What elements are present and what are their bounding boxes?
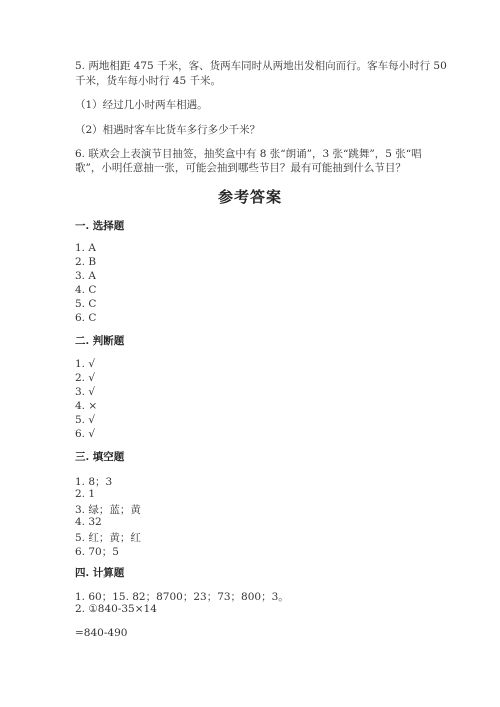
answer-item: 1. √: [75, 358, 96, 370]
answer-item: 5. √: [75, 414, 96, 426]
answer-item: 3. √: [75, 386, 96, 398]
answer-item: 3. 绿；蓝；黄: [75, 504, 141, 516]
answer-item: 1. 8；3: [75, 476, 113, 488]
answer-item: 1. 60；15. 82；8700；23；73；800；3。: [75, 591, 289, 603]
answers-title: 参考答案: [217, 188, 282, 206]
answer-item: 2. B: [75, 256, 97, 268]
problem-6-line-1: 6. 联欢会上表演节目抽签，抽奖盒中有 8 张“朗诵”，3 张“跳舞”，5 张“唱: [75, 148, 422, 160]
answer-item: 4. ×: [75, 400, 98, 412]
section-heading: 一. 选择题: [75, 220, 125, 232]
problem-5-line-1: 5. 两地相距 475 千米，客、货两车同时从两地出发相向而行。客车每小时行 50: [75, 60, 447, 72]
problem-5-line-2: 千米，货车每小时行 45 千米。: [75, 75, 222, 87]
section-heading: 二. 判断题: [75, 335, 125, 347]
answer-item: 6. 70；5: [75, 546, 119, 558]
answer-item: 5. C: [75, 298, 97, 310]
problem-6-line-2: 歌”，小明任意抽一张，可能会抽到哪些节目？最有可能抽到什么节目？: [75, 162, 406, 174]
answer-item: 5. 红；黄；红: [75, 532, 141, 544]
answer-item: 6. C: [75, 312, 97, 324]
section-heading: 四. 计算题: [75, 567, 125, 579]
section-heading: 三. 填空题: [75, 451, 125, 463]
answer-item: 6. √: [75, 428, 96, 440]
answer-item: 2. 1: [75, 488, 96, 500]
answer-item: 2. √: [75, 372, 96, 384]
answer-item: 1. A: [75, 242, 96, 254]
answer-item: 3. A: [75, 270, 96, 282]
answer-item: 2. ①840-35×14: [75, 603, 157, 615]
problem-5-question-2: （2）相遇时客车比货车多行多少千米？: [75, 124, 261, 136]
problem-5-question-1: （1）经过几小时两车相遇。: [75, 99, 208, 111]
calculation-step: =840-490: [75, 627, 128, 639]
answer-item: 4. 32: [75, 516, 102, 528]
answer-item: 4. C: [75, 284, 97, 296]
